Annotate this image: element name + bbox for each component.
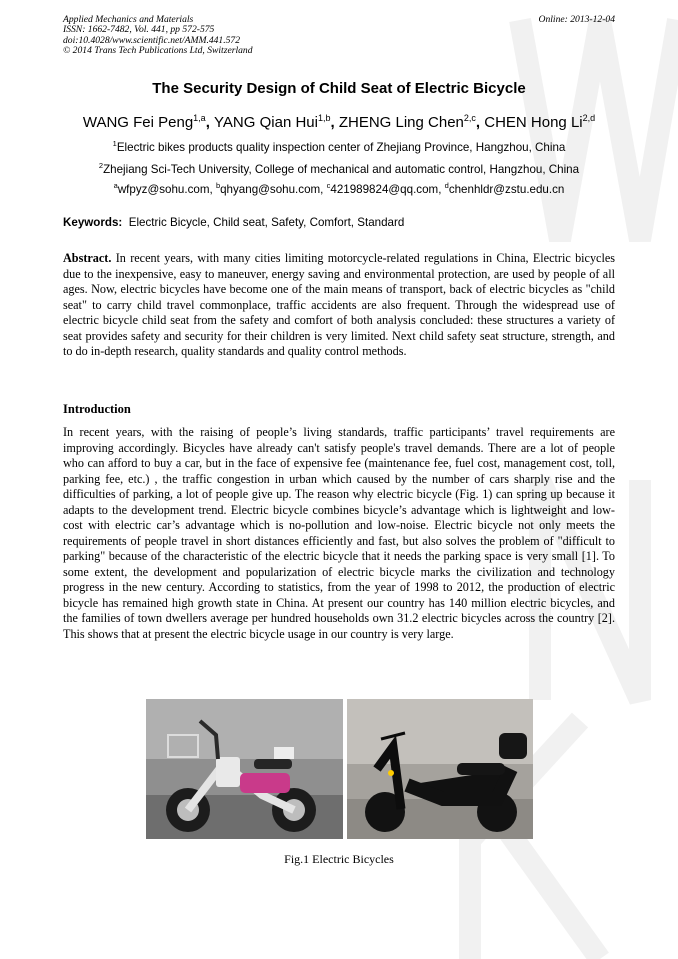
author-superscript: 1,a bbox=[193, 113, 206, 123]
online-date: Online: 2013-12-04 bbox=[538, 14, 615, 25]
paper-title: The Security Design of Child Seat of Electric Bicycle bbox=[152, 80, 526, 97]
affiliation-1 bbox=[0, 139, 678, 154]
email-superscript: d bbox=[444, 181, 449, 190]
abstract-text: In recent years, with many cities limiting motorcycle-related regulations in China, Electric bicycles due to the inexpensive, easy to maneuver, energy saving and environmental protection, are used by people of all ages. Now, electric bicycles have become one of the main means of transport, back of electric bicycles as "child seat" to carry child travel commonplace, traffic accidents are also frequent. Through the widespread use of electric bicycle child seat from the safety and comfort of both analysis concluded: these structures a variety of seat provides safety and security for their children is very limited. Next child safety seat structure, strength, and to do in-depth research, quality standards and quality control methods. bbox=[63, 251, 615, 358]
black-bike-image bbox=[347, 699, 533, 839]
journal-name: Applied Mechanics and Materials bbox=[63, 14, 194, 25]
author-name: ZHENG Ling Chen bbox=[338, 114, 464, 131]
abstract bbox=[63, 251, 615, 360]
email-superscript: c bbox=[326, 181, 331, 190]
author-list bbox=[0, 113, 678, 131]
journal-doi: doi:10.4028/www.scientific.net/AMM.441.572 bbox=[63, 34, 241, 46]
figure-photo-black-bike bbox=[347, 699, 533, 839]
keywords-text: Electric Bicycle, Child seat, Safety, Comfort, Standard bbox=[128, 216, 405, 229]
author-separator: , bbox=[330, 114, 339, 131]
author-superscript: 2,d bbox=[582, 113, 596, 123]
author-superscript: 1,b bbox=[317, 113, 331, 123]
email-address: wfpyz@sohu.com, bbox=[117, 182, 216, 196]
author-name: WANG Fei Peng bbox=[82, 114, 194, 131]
email-address: qhyang@sohu.com, bbox=[220, 182, 327, 196]
email-superscript: b bbox=[215, 181, 221, 190]
keywords-label: Keywords: bbox=[63, 216, 123, 229]
author-name: CHEN Hong Li bbox=[484, 114, 583, 131]
journal-header bbox=[63, 15, 615, 57]
author-separator: , bbox=[205, 114, 215, 131]
abstract-label: Abstract. bbox=[63, 251, 112, 265]
white-bike-image bbox=[146, 699, 343, 839]
affiliation-2 bbox=[0, 161, 678, 176]
affiliation-superscript: 1 bbox=[112, 139, 117, 148]
email-list bbox=[0, 181, 678, 196]
figure-caption: Fig.1 Electric Bicycles bbox=[284, 852, 394, 866]
author-name: YANG Qian Hui bbox=[214, 114, 318, 131]
email-address: 421989824@qq.com, bbox=[330, 182, 445, 196]
email-superscript: a bbox=[113, 181, 118, 190]
introduction-heading: Introduction bbox=[63, 402, 131, 416]
author-superscript: 2,c bbox=[463, 113, 476, 123]
author-separator: , bbox=[475, 114, 485, 131]
affiliation-superscript: 2 bbox=[98, 161, 104, 170]
journal-copyright: © 2014 Trans Tech Publications Ltd, Switzerland bbox=[63, 45, 253, 57]
email-address: chenhldr@zstu.edu.cn bbox=[448, 182, 565, 196]
keywords-line bbox=[63, 216, 615, 229]
figure-photo-white-bike bbox=[146, 699, 343, 839]
introduction-text: In recent years, with the raising of people’s living standards, traffic participants’ travel requirements are improving accordingly. Bicycles have already can't satisfy people's travel demands. There are a lot of people who can afford to buy a car, but in the face of expensive fee (maintenance fee, fuel cost, management cost, toll, parking fee, etc.) , the traffic congestion in urban which caused by the number of cars sharply rise and the difficulties of parking, a lot of people give up. The reason why electric bicycle (Fig. 1) can spring up because it adapts to the development trend. Electric bicycle combines bicycle’s advantage which is lightweight and low-cost with electric car’s advantage which is no-pollution and low-noise. Electric bicycle not only meets the requirements of people travel in short distances efficiently and fast, but also solves the problem of "difficult to parking" because of the characteristic of the electric bicycle that it needs the parking space is very small [1]. To some extent, the development and popularization of electric bicycle marks the civilization and technology progress in the new century. According to statistics, from the year of 1998 to 2012, the production of electric bicycle has remained high growth state in China. At present our country has 140 million electric bicycles, and the families of town dwellers average per hundred households own 31.2 electric bicycles across the country [2]. This shows that at present the electric bicycle usage in our country is very large. bbox=[63, 425, 615, 641]
journal-issn: ISSN: 1662-7482, Vol. 441, pp 572-575 bbox=[63, 24, 215, 36]
affiliation-text: Zhejiang Sci-Tech University, College of mechanical and automatic control, Hangzhou, China bbox=[103, 162, 580, 176]
affiliation-text: Electric bikes products quality inspection center of Zhejiang Province, Hangzhou, China bbox=[116, 140, 566, 154]
